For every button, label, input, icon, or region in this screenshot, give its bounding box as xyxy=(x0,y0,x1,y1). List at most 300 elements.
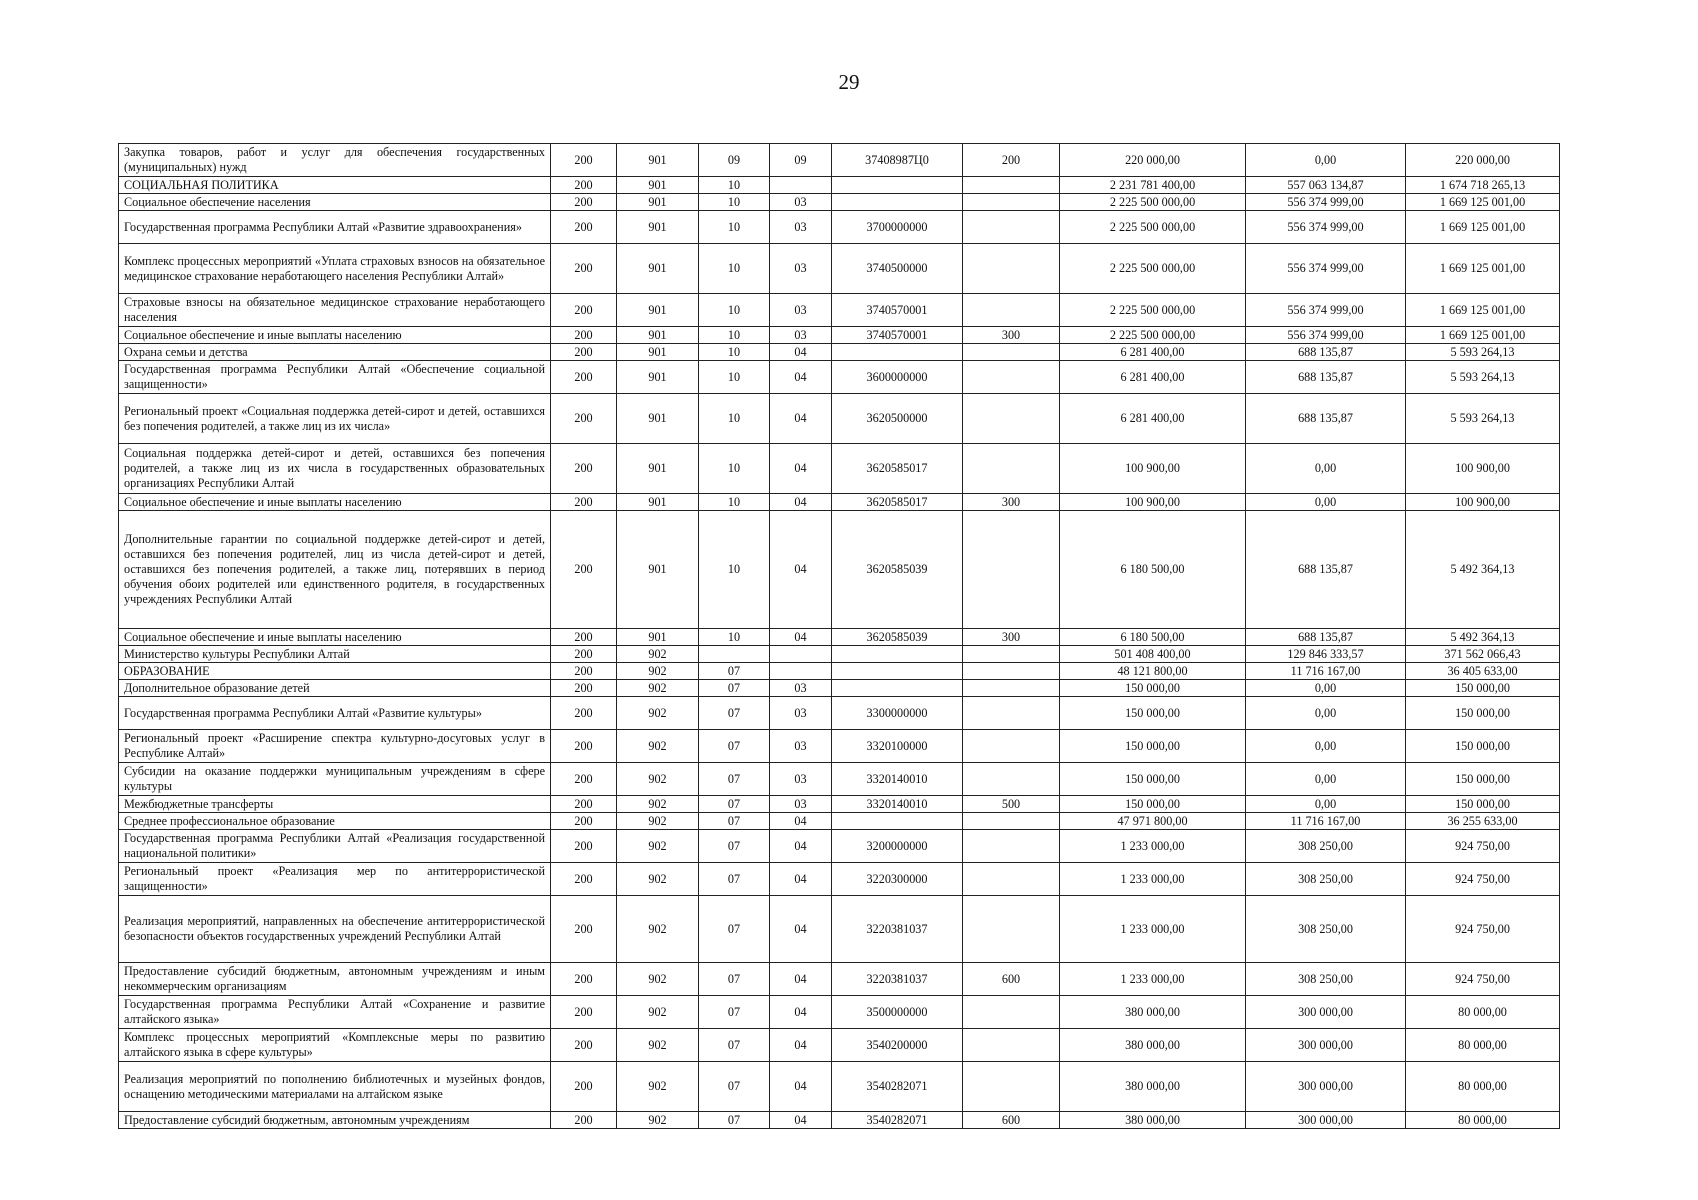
row-expense-type xyxy=(963,361,1060,394)
row-expense-type xyxy=(963,896,1060,963)
row-grbs: 200 xyxy=(551,796,617,813)
row-section: 07 xyxy=(699,663,770,680)
row-expense-type: 300 xyxy=(963,494,1060,511)
row-subsection: 04 xyxy=(770,1029,832,1062)
row-amount-remaining: 36 405 633,00 xyxy=(1406,663,1560,680)
table-row xyxy=(119,996,1560,1029)
row-amount-remaining: 5 593 264,13 xyxy=(1406,344,1560,361)
row-expense-type xyxy=(963,1062,1060,1112)
row-section: 10 xyxy=(699,344,770,361)
row-amount-remaining: 150 000,00 xyxy=(1406,763,1560,796)
row-amount-approved: 220 000,00 xyxy=(1060,144,1246,177)
table-row xyxy=(119,1029,1560,1062)
table-row xyxy=(119,963,1560,996)
row-expense-type xyxy=(963,444,1060,494)
row-subsection: 03 xyxy=(770,211,832,244)
row-ved: 902 xyxy=(617,680,699,697)
row-grbs: 200 xyxy=(551,177,617,194)
row-amount-approved: 1 233 000,00 xyxy=(1060,896,1246,963)
row-subsection xyxy=(770,663,832,680)
row-target-article: 3740500000 xyxy=(832,244,963,294)
row-amount-executed: 688 135,87 xyxy=(1246,394,1406,444)
budget-table xyxy=(118,143,1560,1129)
row-section: 10 xyxy=(699,327,770,344)
table-row xyxy=(119,813,1560,830)
row-target-article: 3600000000 xyxy=(832,361,963,394)
row-ved: 902 xyxy=(617,1062,699,1112)
row-amount-executed: 11 716 167,00 xyxy=(1246,813,1406,830)
row-section: 07 xyxy=(699,680,770,697)
row-subsection: 03 xyxy=(770,763,832,796)
row-amount-approved: 2 225 500 000,00 xyxy=(1060,244,1246,294)
row-name: Региональный проект «Социальная поддержка детей-сирот и детей, оставшихся без попечения родителей, а также лиц из их числа» xyxy=(119,394,551,444)
row-name: Межбюджетные трансферты xyxy=(119,796,551,813)
row-amount-approved: 1 233 000,00 xyxy=(1060,830,1246,863)
row-section: 07 xyxy=(699,1029,770,1062)
row-amount-approved: 2 225 500 000,00 xyxy=(1060,294,1246,327)
row-section: 07 xyxy=(699,963,770,996)
table-row xyxy=(119,244,1560,294)
row-amount-remaining: 100 900,00 xyxy=(1406,444,1560,494)
row-target-article xyxy=(832,680,963,697)
row-section: 07 xyxy=(699,730,770,763)
row-expense-type xyxy=(963,344,1060,361)
table-row xyxy=(119,361,1560,394)
row-target-article xyxy=(832,646,963,663)
row-amount-remaining: 150 000,00 xyxy=(1406,680,1560,697)
row-subsection: 04 xyxy=(770,511,832,629)
row-amount-remaining: 150 000,00 xyxy=(1406,796,1560,813)
row-amount-approved: 47 971 800,00 xyxy=(1060,813,1246,830)
table-row xyxy=(119,344,1560,361)
row-ved: 902 xyxy=(617,813,699,830)
row-grbs: 200 xyxy=(551,244,617,294)
row-amount-remaining: 924 750,00 xyxy=(1406,830,1560,863)
row-subsection: 04 xyxy=(770,830,832,863)
table-row xyxy=(119,1062,1560,1112)
row-ved: 902 xyxy=(617,1029,699,1062)
row-section: 07 xyxy=(699,996,770,1029)
row-amount-executed: 308 250,00 xyxy=(1246,863,1406,896)
row-expense-type: 600 xyxy=(963,1112,1060,1129)
row-expense-type xyxy=(963,863,1060,896)
row-grbs: 200 xyxy=(551,444,617,494)
row-amount-approved: 2 225 500 000,00 xyxy=(1060,211,1246,244)
row-amount-remaining: 80 000,00 xyxy=(1406,1112,1560,1129)
table-row xyxy=(119,294,1560,327)
row-name: Предоставление субсидий бюджетным, автономным учреждениям xyxy=(119,1112,551,1129)
row-amount-executed: 688 135,87 xyxy=(1246,344,1406,361)
row-amount-approved: 2 231 781 400,00 xyxy=(1060,177,1246,194)
table-row xyxy=(119,830,1560,863)
row-amount-executed: 0,00 xyxy=(1246,697,1406,730)
row-section: 10 xyxy=(699,494,770,511)
row-section: 10 xyxy=(699,444,770,494)
row-amount-executed: 688 135,87 xyxy=(1246,511,1406,629)
row-section: 10 xyxy=(699,629,770,646)
row-grbs: 200 xyxy=(551,494,617,511)
table-row xyxy=(119,730,1560,763)
row-section: 07 xyxy=(699,697,770,730)
row-amount-executed: 300 000,00 xyxy=(1246,1029,1406,1062)
row-section: 09 xyxy=(699,144,770,177)
row-expense-type: 500 xyxy=(963,796,1060,813)
row-amount-approved: 6 281 400,00 xyxy=(1060,394,1246,444)
page-number: 29 xyxy=(838,70,860,94)
row-amount-approved: 150 000,00 xyxy=(1060,730,1246,763)
row-name: Государственная программа Республики Алтай «Сохранение и развитие алтайского языка» xyxy=(119,996,551,1029)
row-name: Страховые взносы на обязательное медицинское страхование неработающего населения xyxy=(119,294,551,327)
row-subsection: 04 xyxy=(770,444,832,494)
row-target-article: 3200000000 xyxy=(832,830,963,863)
row-target-article xyxy=(832,194,963,211)
row-grbs: 200 xyxy=(551,663,617,680)
row-expense-type: 200 xyxy=(963,144,1060,177)
row-subsection: 04 xyxy=(770,896,832,963)
row-ved: 901 xyxy=(617,244,699,294)
row-amount-executed: 308 250,00 xyxy=(1246,963,1406,996)
row-expense-type: 300 xyxy=(963,629,1060,646)
row-name: Государственная программа Республики Алтай «Развитие здравоохранения» xyxy=(119,211,551,244)
table-row xyxy=(119,629,1560,646)
table-row xyxy=(119,211,1560,244)
row-subsection: 04 xyxy=(770,963,832,996)
table-row xyxy=(119,511,1560,629)
row-name: Дополнительные гарантии по социальной поддержке детей-сирот и детей, оставшихся без попечения родителей, лиц из числа детей-сирот и детей, оставшихся без попечения родителей, а также лиц, потерявших в период обучения обоих родителей или единственного родителя, в государственных учреждениях Республики Алтай xyxy=(119,511,551,629)
row-grbs: 200 xyxy=(551,194,617,211)
row-section: 07 xyxy=(699,863,770,896)
row-expense-type xyxy=(963,663,1060,680)
row-amount-remaining: 36 255 633,00 xyxy=(1406,813,1560,830)
row-grbs: 200 xyxy=(551,394,617,444)
row-expense-type xyxy=(963,244,1060,294)
row-amount-executed: 0,00 xyxy=(1246,730,1406,763)
row-subsection: 03 xyxy=(770,697,832,730)
row-section: 07 xyxy=(699,1062,770,1112)
row-expense-type xyxy=(963,211,1060,244)
row-amount-remaining: 100 900,00 xyxy=(1406,494,1560,511)
row-amount-remaining: 80 000,00 xyxy=(1406,996,1560,1029)
row-grbs: 200 xyxy=(551,996,617,1029)
row-ved: 902 xyxy=(617,830,699,863)
row-target-article: 3320100000 xyxy=(832,730,963,763)
row-expense-type xyxy=(963,813,1060,830)
row-amount-executed: 0,00 xyxy=(1246,144,1406,177)
row-subsection: 04 xyxy=(770,1062,832,1112)
row-subsection: 03 xyxy=(770,730,832,763)
row-target-article xyxy=(832,663,963,680)
row-grbs: 200 xyxy=(551,294,617,327)
row-amount-approved: 2 225 500 000,00 xyxy=(1060,327,1246,344)
row-amount-executed: 308 250,00 xyxy=(1246,896,1406,963)
row-name: Предоставление субсидий бюджетным, автономным учреждениям и иным некоммерческим организациям xyxy=(119,963,551,996)
row-amount-executed: 556 374 999,00 xyxy=(1246,244,1406,294)
row-grbs: 200 xyxy=(551,813,617,830)
row-amount-remaining: 80 000,00 xyxy=(1406,1062,1560,1112)
row-grbs: 200 xyxy=(551,896,617,963)
table-row xyxy=(119,494,1560,511)
row-section: 10 xyxy=(699,294,770,327)
row-expense-type xyxy=(963,511,1060,629)
row-amount-approved: 150 000,00 xyxy=(1060,697,1246,730)
row-subsection xyxy=(770,646,832,663)
row-amount-executed: 300 000,00 xyxy=(1246,996,1406,1029)
row-name: Реализация мероприятий, направленных на обеспечение антитеррористической безопасности объектов государственных учреждений Республики Алтай xyxy=(119,896,551,963)
row-ved: 901 xyxy=(617,194,699,211)
row-name: Региональный проект «Расширение спектра культурно-досуговых услуг в Республике Алтай» xyxy=(119,730,551,763)
row-target-article: 3220381037 xyxy=(832,963,963,996)
row-name: СОЦИАЛЬНАЯ ПОЛИТИКА xyxy=(119,177,551,194)
table-row xyxy=(119,680,1560,697)
row-section: 07 xyxy=(699,763,770,796)
row-amount-approved: 150 000,00 xyxy=(1060,680,1246,697)
row-target-article: 3700000000 xyxy=(832,211,963,244)
row-ved: 901 xyxy=(617,211,699,244)
row-amount-approved: 6 281 400,00 xyxy=(1060,344,1246,361)
row-subsection: 04 xyxy=(770,394,832,444)
row-subsection: 04 xyxy=(770,813,832,830)
row-amount-executed: 557 063 134,87 xyxy=(1246,177,1406,194)
row-amount-executed: 0,00 xyxy=(1246,494,1406,511)
row-amount-executed: 0,00 xyxy=(1246,444,1406,494)
row-target-article: 3620500000 xyxy=(832,394,963,444)
row-section: 10 xyxy=(699,194,770,211)
row-name: Министерство культуры Республики Алтай xyxy=(119,646,551,663)
row-name: Социальное обеспечение и иные выплаты населению xyxy=(119,327,551,344)
table-row xyxy=(119,896,1560,963)
row-target-article xyxy=(832,177,963,194)
row-ved: 902 xyxy=(617,697,699,730)
row-ved: 901 xyxy=(617,629,699,646)
row-amount-remaining: 1 674 718 265,13 xyxy=(1406,177,1560,194)
row-subsection: 03 xyxy=(770,294,832,327)
row-section: 07 xyxy=(699,796,770,813)
row-target-article xyxy=(832,344,963,361)
row-name: Государственная программа Республики Алтай «Развитие культуры» xyxy=(119,697,551,730)
row-section: 07 xyxy=(699,830,770,863)
row-amount-remaining: 1 669 125 001,00 xyxy=(1406,327,1560,344)
row-target-article: 3740570001 xyxy=(832,327,963,344)
row-grbs: 200 xyxy=(551,830,617,863)
row-section: 10 xyxy=(699,177,770,194)
row-subsection: 03 xyxy=(770,327,832,344)
row-amount-approved: 380 000,00 xyxy=(1060,1062,1246,1112)
row-amount-remaining: 5 593 264,13 xyxy=(1406,361,1560,394)
row-grbs: 200 xyxy=(551,697,617,730)
row-amount-executed: 688 135,87 xyxy=(1246,629,1406,646)
row-amount-remaining: 924 750,00 xyxy=(1406,863,1560,896)
row-amount-executed: 0,00 xyxy=(1246,763,1406,796)
row-subsection: 04 xyxy=(770,1112,832,1129)
row-amount-executed: 300 000,00 xyxy=(1246,1062,1406,1112)
table-row xyxy=(119,444,1560,494)
row-name: Комплекс процессных мероприятий «Уплата страховых взносов на обязательное медицинское страхование неработающего населения Республики Алтай» xyxy=(119,244,551,294)
row-subsection: 03 xyxy=(770,796,832,813)
row-grbs: 200 xyxy=(551,211,617,244)
row-name: Социальное обеспечение населения xyxy=(119,194,551,211)
row-section: 10 xyxy=(699,394,770,444)
row-ved: 902 xyxy=(617,1112,699,1129)
row-target-article: 3620585017 xyxy=(832,494,963,511)
row-ved: 901 xyxy=(617,294,699,327)
table-row xyxy=(119,394,1560,444)
row-amount-approved: 1 233 000,00 xyxy=(1060,963,1246,996)
row-ved: 902 xyxy=(617,996,699,1029)
row-grbs: 200 xyxy=(551,863,617,896)
row-section: 10 xyxy=(699,511,770,629)
row-amount-remaining: 924 750,00 xyxy=(1406,963,1560,996)
row-subsection: 04 xyxy=(770,344,832,361)
row-grbs: 200 xyxy=(551,511,617,629)
row-expense-type xyxy=(963,730,1060,763)
row-amount-approved: 380 000,00 xyxy=(1060,996,1246,1029)
row-amount-remaining: 150 000,00 xyxy=(1406,697,1560,730)
row-subsection: 03 xyxy=(770,194,832,211)
row-amount-remaining: 5 492 364,13 xyxy=(1406,629,1560,646)
row-ved: 902 xyxy=(617,763,699,796)
row-expense-type xyxy=(963,294,1060,327)
row-amount-executed: 556 374 999,00 xyxy=(1246,327,1406,344)
table-row xyxy=(119,663,1560,680)
row-section xyxy=(699,646,770,663)
row-subsection: 04 xyxy=(770,494,832,511)
row-ved: 901 xyxy=(617,444,699,494)
row-amount-remaining: 1 669 125 001,00 xyxy=(1406,244,1560,294)
row-name: Комплекс процессных мероприятий «Комплексные меры по развитию алтайского языка в сфере культуры» xyxy=(119,1029,551,1062)
row-subsection: 09 xyxy=(770,144,832,177)
row-name: Дополнительное образование детей xyxy=(119,680,551,697)
row-ved: 902 xyxy=(617,863,699,896)
row-amount-approved: 100 900,00 xyxy=(1060,494,1246,511)
row-name: Социальная поддержка детей-сирот и детей, оставшихся без попечения родителей, а также лиц из их числа в государственных образовательных организациях Республики Алтай xyxy=(119,444,551,494)
row-section: 07 xyxy=(699,813,770,830)
row-expense-type xyxy=(963,830,1060,863)
row-amount-approved: 380 000,00 xyxy=(1060,1112,1246,1129)
row-ved: 901 xyxy=(617,361,699,394)
row-expense-type xyxy=(963,646,1060,663)
row-amount-executed: 556 374 999,00 xyxy=(1246,294,1406,327)
row-amount-remaining: 924 750,00 xyxy=(1406,896,1560,963)
row-amount-remaining: 371 562 066,43 xyxy=(1406,646,1560,663)
row-expense-type xyxy=(963,177,1060,194)
row-amount-executed: 0,00 xyxy=(1246,796,1406,813)
row-section: 07 xyxy=(699,896,770,963)
row-section: 07 xyxy=(699,1112,770,1129)
table-row xyxy=(119,863,1560,896)
row-grbs: 200 xyxy=(551,629,617,646)
row-expense-type xyxy=(963,680,1060,697)
table-row xyxy=(119,697,1560,730)
row-ved: 901 xyxy=(617,394,699,444)
row-amount-executed: 11 716 167,00 xyxy=(1246,663,1406,680)
row-name: Социальное обеспечение и иные выплаты населению xyxy=(119,494,551,511)
row-name: Социальное обеспечение и иные выплаты населению xyxy=(119,629,551,646)
row-amount-approved: 501 408 400,00 xyxy=(1060,646,1246,663)
row-section: 10 xyxy=(699,211,770,244)
row-subsection: 03 xyxy=(770,680,832,697)
row-expense-type xyxy=(963,1029,1060,1062)
table-body xyxy=(119,144,1560,1129)
table-row xyxy=(119,194,1560,211)
row-subsection xyxy=(770,177,832,194)
row-name: Субсидии на оказание поддержки муниципальным учреждениям в сфере культуры xyxy=(119,763,551,796)
row-grbs: 200 xyxy=(551,1029,617,1062)
row-name: Закупка товаров, работ и услуг для обеспечения государственных (муниципальных) нужд xyxy=(119,144,551,177)
row-amount-approved: 150 000,00 xyxy=(1060,763,1246,796)
row-amount-remaining: 5 593 264,13 xyxy=(1406,394,1560,444)
row-name: Охрана семьи и детства xyxy=(119,344,551,361)
row-target-article: 3220300000 xyxy=(832,863,963,896)
row-amount-remaining: 5 492 364,13 xyxy=(1406,511,1560,629)
row-target-article: 37408987Ц0 xyxy=(832,144,963,177)
row-amount-approved: 6 180 500,00 xyxy=(1060,629,1246,646)
row-ved: 901 xyxy=(617,327,699,344)
row-name: Реализация мероприятий по пополнению библиотечных и музейных фондов, оснащению методическими материалами на алтайском языке xyxy=(119,1062,551,1112)
row-amount-executed: 688 135,87 xyxy=(1246,361,1406,394)
row-target-article: 3220381037 xyxy=(832,896,963,963)
row-grbs: 200 xyxy=(551,144,617,177)
row-subsection: 04 xyxy=(770,361,832,394)
row-amount-approved: 2 225 500 000,00 xyxy=(1060,194,1246,211)
row-amount-remaining: 150 000,00 xyxy=(1406,730,1560,763)
row-target-article: 3500000000 xyxy=(832,996,963,1029)
row-amount-approved: 6 281 400,00 xyxy=(1060,361,1246,394)
row-amount-approved: 6 180 500,00 xyxy=(1060,511,1246,629)
table-row xyxy=(119,646,1560,663)
row-amount-approved: 1 233 000,00 xyxy=(1060,863,1246,896)
row-ved: 901 xyxy=(617,344,699,361)
row-amount-executed: 129 846 333,57 xyxy=(1246,646,1406,663)
row-expense-type: 600 xyxy=(963,963,1060,996)
row-ved: 902 xyxy=(617,663,699,680)
row-expense-type xyxy=(963,194,1060,211)
row-grbs: 200 xyxy=(551,344,617,361)
row-ved: 902 xyxy=(617,896,699,963)
row-amount-executed: 0,00 xyxy=(1246,680,1406,697)
row-ved: 901 xyxy=(617,144,699,177)
row-grbs: 200 xyxy=(551,327,617,344)
row-amount-remaining: 1 669 125 001,00 xyxy=(1406,211,1560,244)
row-ved: 902 xyxy=(617,963,699,996)
row-grbs: 200 xyxy=(551,361,617,394)
row-ved: 901 xyxy=(617,494,699,511)
row-amount-remaining: 1 669 125 001,00 xyxy=(1406,294,1560,327)
row-amount-remaining: 80 000,00 xyxy=(1406,1029,1560,1062)
row-ved: 901 xyxy=(617,511,699,629)
row-name: ОБРАЗОВАНИЕ xyxy=(119,663,551,680)
row-ved: 902 xyxy=(617,730,699,763)
row-target-article: 3540200000 xyxy=(832,1029,963,1062)
row-ved: 902 xyxy=(617,646,699,663)
table-row xyxy=(119,144,1560,177)
row-target-article: 3540282071 xyxy=(832,1112,963,1129)
table-row xyxy=(119,1112,1560,1129)
row-target-article: 3320140010 xyxy=(832,763,963,796)
row-grbs: 200 xyxy=(551,1112,617,1129)
row-grbs: 200 xyxy=(551,646,617,663)
row-subsection: 03 xyxy=(770,244,832,294)
row-expense-type: 300 xyxy=(963,327,1060,344)
row-amount-remaining: 1 669 125 001,00 xyxy=(1406,194,1560,211)
row-target-article: 3320140010 xyxy=(832,796,963,813)
row-subsection: 04 xyxy=(770,629,832,646)
table-row xyxy=(119,177,1560,194)
row-ved: 901 xyxy=(617,177,699,194)
row-amount-approved: 150 000,00 xyxy=(1060,796,1246,813)
table-row xyxy=(119,763,1560,796)
row-expense-type xyxy=(963,394,1060,444)
row-amount-approved: 100 900,00 xyxy=(1060,444,1246,494)
